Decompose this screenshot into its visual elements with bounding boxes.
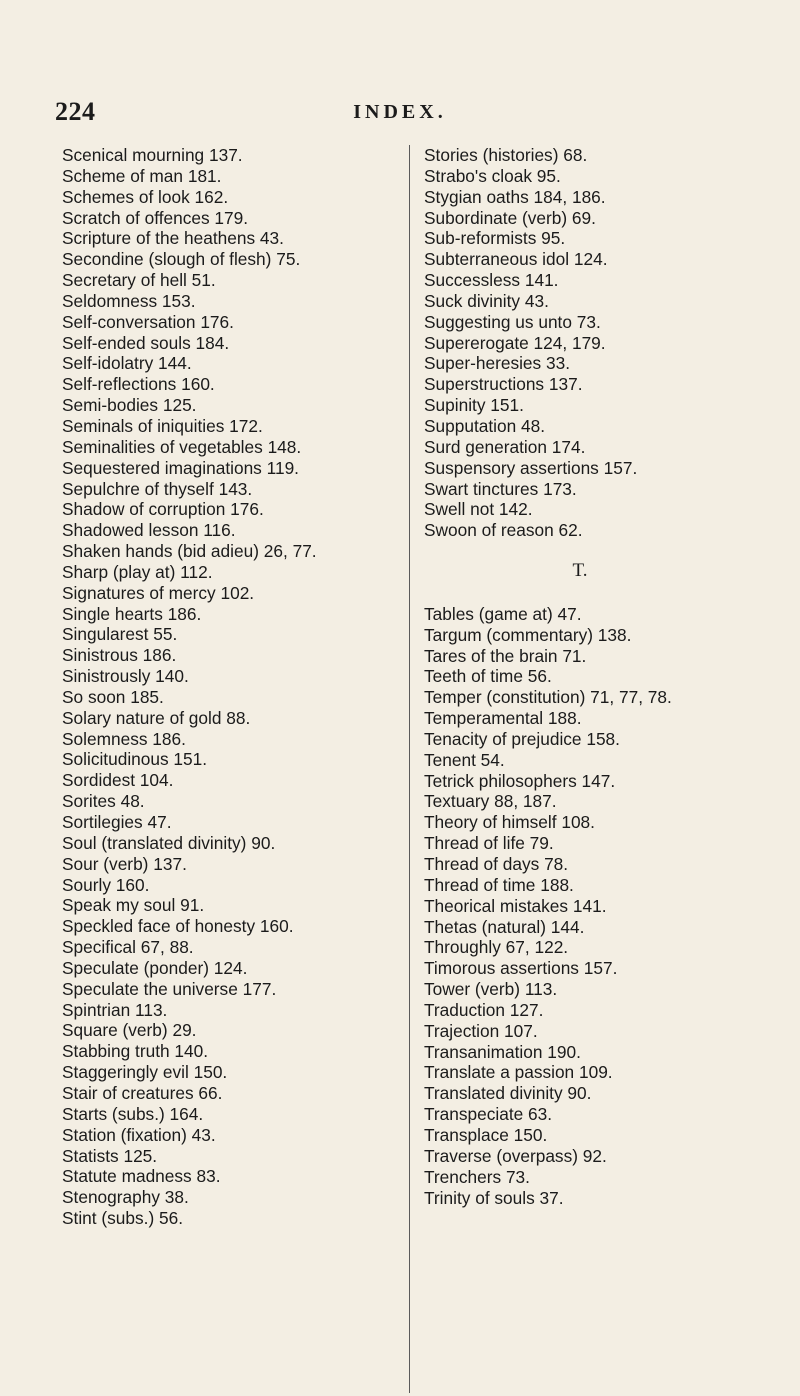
index-entry: Super-heresies 33. <box>424 353 571 374</box>
index-entry: Sourly 160. <box>62 874 150 895</box>
index-entry: Solemness 186. <box>62 728 186 749</box>
index-entry: Targum (commentary) 138. <box>424 624 632 645</box>
index-entry: Temper (constitution) 71, 77, 78. <box>424 687 672 708</box>
index-entry: Trinity of souls 37. <box>424 1187 564 1208</box>
index-entry: Trenchers 73. <box>424 1166 530 1187</box>
index-entry: Seminalities of vegetables 148. <box>62 436 302 457</box>
index-entry: Stair of creatures 66. <box>62 1082 223 1103</box>
index-entry: Schemes of look 162. <box>62 186 229 207</box>
index-entry: Stint (subs.) 56. <box>62 1208 184 1229</box>
index-entry: Statists 125. <box>62 1145 158 1166</box>
index-entry: Thetas (natural) 144. <box>424 916 585 937</box>
index-entry: Scratch of offences 179. <box>62 207 249 228</box>
index-entry: Sepulchre of thyself 143. <box>62 478 253 499</box>
index-entry: Seldomness 153. <box>62 290 196 311</box>
index-entry: Tower (verb) 113. <box>424 979 558 1000</box>
index-entry: Secretary of hell 51. <box>62 270 216 291</box>
index-column-right <box>424 145 796 1208</box>
index-entry: Station (fixation) 43. <box>62 1124 216 1145</box>
index-entry: So soon 185. <box>62 686 164 707</box>
index-entry: Transplace 150. <box>424 1124 548 1145</box>
index-entry: Scenical mourning 137. <box>62 145 243 165</box>
index-entry: Self-idolatry 144. <box>62 353 192 374</box>
index-entry: Sorites 48. <box>62 791 145 812</box>
index-entry: Signatures of mercy 102. <box>62 582 255 603</box>
index-entry: Supinity 151. <box>424 395 524 416</box>
index-entry: Thread of days 78. <box>424 854 569 874</box>
index-entry: Swoon of reason 62. <box>424 520 583 541</box>
index-entry: Surd generation 174. <box>424 436 586 457</box>
section-letter-t: T. <box>572 560 588 582</box>
index-entry: Sinistrous 186. <box>62 645 177 666</box>
index-entry: Semi-bodies 125. <box>62 395 197 416</box>
index-entry: Theory of himself 108. <box>424 812 595 833</box>
index-entry: Tenacity of prejudice 158. <box>424 728 620 749</box>
index-entry: Speculate (ponder) 124. <box>62 957 248 978</box>
index-entry: Supererogate 124, 179. <box>424 332 606 353</box>
index-entry: Seminals of iniquities 172. <box>62 415 263 436</box>
index-entry: Translate a passion 109. <box>424 1062 613 1083</box>
index-entry: Secondine (slough of flesh) 75. <box>62 249 301 270</box>
index-entry: Soul (translated divinity) 90. <box>62 832 276 853</box>
index-entry: Transpeciate 63. <box>424 1104 553 1125</box>
index-entry: Scripture of the heathens 43. <box>62 228 284 249</box>
running-head: INDEX. <box>353 101 447 123</box>
index-entry: Sinistrously 140. <box>62 666 189 687</box>
index-entry: Stories (histories) 68. <box>424 145 588 165</box>
index-entry: Starts (subs.) 164. <box>62 1103 204 1124</box>
index-entry: Sortilegies 47. <box>62 812 172 832</box>
page-number: 224 <box>55 97 96 126</box>
index-entry: Sharp (play at) 112. <box>62 561 213 582</box>
index-entry: Single hearts 186. <box>62 603 202 624</box>
index-entry: Stenography 38. <box>62 1187 189 1208</box>
index-entry: Thread of life 79. <box>424 833 554 854</box>
index-entry: Sub-reformists 95. <box>424 228 566 249</box>
index-entry: Suggesting us unto 73. <box>424 311 601 332</box>
index-entry: Teeth of time 56. <box>424 666 552 687</box>
index-entry: Self-conversation 176. <box>62 311 234 332</box>
index-entry: Trajection 107. <box>424 1020 538 1041</box>
index-entry: Stabbing truth 140. <box>62 1041 209 1062</box>
index-entry: Tables (game at) 47. <box>424 603 582 624</box>
index-entry: Sequestered imaginations 119. <box>62 457 299 478</box>
index-entry: Throughly 67, 122. <box>424 937 569 958</box>
index-entry: Swell not 142. <box>424 499 533 520</box>
index-entry: Subordinate (verb) 69. <box>424 207 596 228</box>
index-entry: Specifical 67, 88. <box>62 937 194 958</box>
index-entry: Speak my soul 91. <box>62 895 205 916</box>
index-entry: Transanimation 190. <box>424 1041 581 1062</box>
index-entry: Timorous assertions 157. <box>424 958 618 979</box>
index-entry: Traverse (overpass) 92. <box>424 1145 607 1166</box>
index-entry: Self-reflections 160. <box>62 374 215 395</box>
index-entry: Stygian oaths 184, 186. <box>424 186 606 207</box>
index-entry: Tetrick philosophers 147. <box>424 770 616 791</box>
index-entry: Successless 141. <box>424 270 559 291</box>
index-entry: Traduction 127. <box>424 999 544 1020</box>
index-entry: Supputation 48. <box>424 415 546 436</box>
index-entry: Thread of time 188. <box>424 874 574 895</box>
index-entry: Theorical mistakes 141. <box>424 895 607 916</box>
index-entry: Spintrian 113. <box>62 999 168 1020</box>
index-entry: Square (verb) 29. <box>62 1020 197 1041</box>
index-entry: Shaken hands (bid adieu) 26, 77. <box>62 541 317 562</box>
index-entry: Suspensory assertions 157. <box>424 457 638 478</box>
index-entry: Sordidest 104. <box>62 770 174 791</box>
index-entry: Swart tinctures 173. <box>424 478 577 499</box>
index-entry: Sour (verb) 137. <box>62 853 187 874</box>
index-entry: Scheme of man 181. <box>62 165 222 186</box>
index-entry: Staggeringly evil 150. <box>62 1062 228 1083</box>
column-divider <box>409 145 410 1393</box>
index-entry: Solicitudinous 151. <box>62 749 208 770</box>
index-entry: Superstructions 137. <box>424 374 583 395</box>
index-entry: Strabo's cloak 95. <box>424 165 561 186</box>
index-entry: Textuary 88, 187. <box>424 791 557 812</box>
index-entry: Singularest 55. <box>62 624 178 645</box>
index-column-left <box>62 145 400 1229</box>
index-entry: Shadowed lesson 116. <box>62 520 236 541</box>
index-entry: Suck divinity 43. <box>424 290 549 311</box>
index-entry: Tenent 54. <box>424 749 505 770</box>
index-entry: Speculate the universe 177. <box>62 978 277 999</box>
index-entry: Translated divinity 90. <box>424 1083 592 1104</box>
index-entry: Solary nature of gold 88. <box>62 707 251 728</box>
index-entry: Temperamental 188. <box>424 708 582 729</box>
index-entry: Statute madness 83. <box>62 1166 221 1187</box>
index-entry: Speckled face of honesty 160. <box>62 916 294 937</box>
index-entry: Shadow of corruption 176. <box>62 499 264 520</box>
index-entry: Tares of the brain 71. <box>424 645 587 666</box>
index-entry: Self-ended souls 184. <box>62 332 230 353</box>
index-entry: Subterraneous idol 124. <box>424 249 608 270</box>
